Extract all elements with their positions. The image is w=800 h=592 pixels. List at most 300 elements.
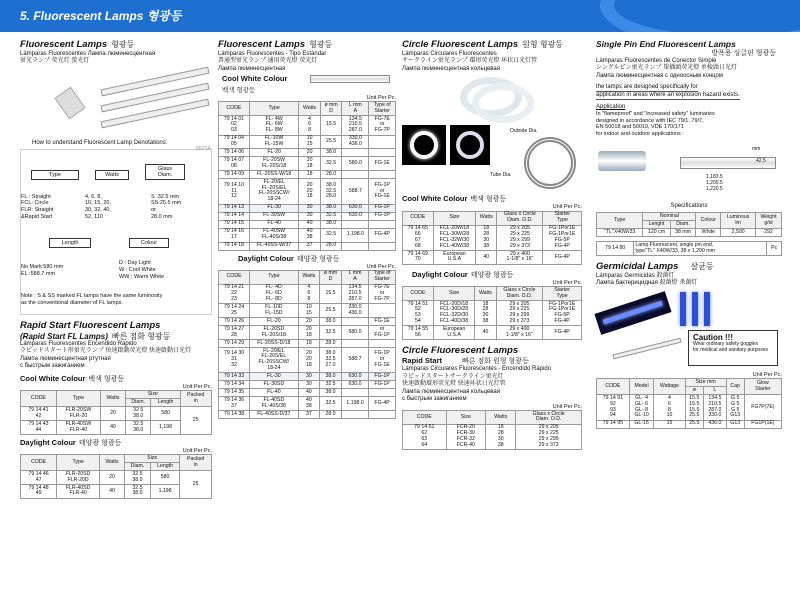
table-row <box>219 135 396 149</box>
table-cell: 79 14 65 66 67 68 <box>403 225 434 250</box>
table-cell: FLR-20SD FLR-20D <box>57 471 100 485</box>
table-cell: 38.0 <box>320 389 342 397</box>
table-cell: 580 <box>151 407 180 421</box>
table-header-cell: Watts <box>475 287 496 301</box>
table-cell: FLR-40SD FLR-40 <box>57 485 100 499</box>
section-title: Fluorescent Lamps 형광등 <box>20 39 135 50</box>
table-cell: FL-20/EL FL-20S/EL FL-20SSCW/ 18-24 <box>249 179 299 204</box>
subtitle: Lámparas Fluorescentes Encendido Rápido <box>20 340 137 347</box>
glass-label: Glass Diam. <box>145 164 185 181</box>
column-fluorescent-basics <box>20 40 212 499</box>
table-cell: 25.5 <box>685 420 704 428</box>
table-cell: FG-4P <box>543 326 582 340</box>
table-cell: 15.5 <box>320 284 342 304</box>
table-cell: FG-1Por1E FG-1Por1E FG-5P FG-4P <box>543 301 582 326</box>
table-header-cell: Nominal <box>643 213 696 221</box>
table-cell: 37 <box>299 242 320 250</box>
lamp-image <box>20 66 212 134</box>
table-cell: FL-20SS-W/18 <box>249 171 299 179</box>
table-cell: 79 14 18 <box>219 242 250 250</box>
heading: Daylight Colour 태양광 형광등 <box>412 269 514 279</box>
section-title: Fluorescent Lamps 형광등 <box>218 39 333 50</box>
table-cell: 79 14 35 <box>219 389 250 397</box>
table-cell: FG-1E <box>369 318 396 326</box>
subtitle: サークライン蛍光ランプ 環形荧光燈 环状日光灯管 <box>402 58 538 65</box>
table-row <box>219 220 396 228</box>
table-cell: 630.0 <box>342 204 369 212</box>
table-cell: FG1P(1E) <box>744 420 781 428</box>
table-cell: FG-7E or FG-7P <box>369 284 396 304</box>
table-header-row <box>597 213 782 221</box>
table-cell: 32.5 <box>320 212 342 220</box>
table-cell: 18 28 30 38 <box>476 225 497 250</box>
table-cell: FLR-40SW FLR-40 <box>56 421 100 435</box>
table-cell: 28.0 <box>320 411 342 419</box>
heading: Daylight Colour 태양광 형광등 <box>238 253 340 263</box>
table-cell: 79 14 21 22 23 <box>219 284 250 304</box>
subtitle: Лампа люминесцентная с одноосным концом <box>596 72 723 79</box>
table-cell: FG-4P <box>369 228 396 242</box>
table-cell: 79 14 48 49 <box>21 485 57 499</box>
application-heading: Application <box>596 104 626 111</box>
type-values: FL : Straight FCL: Circle FLR: Straight &Rapid Start <box>21 193 54 220</box>
table-cell: 18 <box>299 171 320 179</box>
table-cell: 20 <box>100 471 125 485</box>
table-cell <box>341 339 368 347</box>
table-row <box>219 157 396 171</box>
table-cell <box>342 220 369 228</box>
stamp: 860SA <box>196 145 212 152</box>
length-values: No Mark:580 mm EL :588.7 mm <box>21 263 64 277</box>
rapid-title: Rapid Start Fluorescent Lamps <box>20 319 161 331</box>
table-cell: FCL-20W/18 FCL-30W/28 FCL-32W/30 FCL-40W/38 <box>433 225 476 250</box>
table-header-row <box>403 411 582 425</box>
table-cell: FL-10W FL-15W <box>249 135 299 149</box>
table-cell: 40 <box>476 251 497 265</box>
table-cell: 580.0 <box>342 157 369 171</box>
unit-label: Unit Per Pc. <box>552 279 582 286</box>
table-row <box>403 424 582 449</box>
table-header-row <box>403 211 582 225</box>
table-header-cell: Packed in <box>180 391 211 407</box>
table-header-cell: Watts <box>476 211 497 225</box>
table-cell: FL-40 <box>249 220 299 228</box>
table-cell: 18 28 30 38 <box>475 301 496 326</box>
table-row <box>597 229 782 237</box>
table-cell: 40 <box>299 220 320 228</box>
table-cell: 40 38 <box>298 397 320 411</box>
circle-lamp-images <box>402 73 582 191</box>
table-cell: FL-30 <box>250 373 298 381</box>
rapid-korean: 빠른 점화 형광등 <box>111 331 171 341</box>
table-cell: 79 14 01 02 03 <box>219 116 250 136</box>
table-cell: FG7P(7E) <box>744 395 781 420</box>
table-cell: 38.0 <box>320 373 342 381</box>
table-cell: 28.0 <box>320 242 342 250</box>
table-cell: 79 14 04 05 <box>219 135 250 149</box>
table-cell: FL-20 <box>250 318 298 326</box>
table-cell: 32.5 <box>320 381 342 389</box>
table-header-cell: Type <box>249 102 299 116</box>
table-header-cell: Type <box>250 270 298 284</box>
table-cell: 79 14 29 <box>219 339 250 347</box>
table-cell: European U.S.A <box>433 251 476 265</box>
table-row <box>219 397 396 411</box>
table-row <box>403 301 582 326</box>
table-header-row <box>21 391 212 399</box>
table-cell: 4 6 8 10 <box>654 395 685 420</box>
table-cell <box>342 242 369 250</box>
subtitle: Лампа бактерицидная 殺菌燈 杀菌灯 <box>596 280 698 287</box>
table-cell: FG-1E <box>369 157 396 171</box>
table-cell: 25 <box>180 407 211 435</box>
standard-day-table <box>218 270 396 419</box>
table-cell: 20 20 18 <box>298 347 320 372</box>
table-header-cell: Length <box>150 463 179 471</box>
table-row <box>219 389 396 397</box>
table-cell: 79 14 80 <box>597 242 634 256</box>
table-cell: FL-30 <box>249 204 299 212</box>
circle-day-table <box>402 286 582 340</box>
table-cell: FG-1P <box>369 204 396 212</box>
subtitle: Lámparas Fluorescentes - Tipo Estándar <box>218 50 327 57</box>
table-header-cell: Glass x Circle Diam. O.D. <box>496 287 542 301</box>
unit-label: Unit Per Pc. <box>366 263 396 270</box>
table-cell: 134.5 210.5 287.0 330.0 <box>704 395 727 420</box>
table-header-cell: Model <box>629 379 654 395</box>
outside-dia-label: Outside Dia. <box>510 128 538 135</box>
subtitle: 普通型蛍光ランプ 通用荧光燈 荧光灯 <box>218 58 318 65</box>
table-header-cell: Watts <box>100 455 125 471</box>
table-row <box>597 395 782 420</box>
table-cell: 79 14 34 <box>219 381 250 389</box>
table-cell: 630.0 <box>342 212 369 220</box>
table-cell <box>369 411 396 419</box>
table-header-cell: Type of Starter <box>369 102 396 116</box>
table-cell: FG-1P <box>369 373 396 381</box>
length-label: Length <box>49 238 91 248</box>
lamp-diagram <box>218 73 396 87</box>
table-header-cell: ø mm D <box>320 270 342 284</box>
section-title-korean: 방폭용 싱글핀 형광등 <box>711 49 776 57</box>
table-cell: 79 14 14 <box>219 212 250 220</box>
table-cell: FG-1P <box>369 381 396 389</box>
germicidal-title: Germicidal Lamps <box>596 261 679 273</box>
subtitle: Lámparas Circulares Fluorescentes <box>402 50 497 57</box>
glass-values: S :32.5 mm SS:25.5 mm or 28.0 mm <box>151 193 182 220</box>
table-cell: FL-40SS-D/37 <box>250 411 298 419</box>
table-cell: 1,198.0 <box>342 228 369 242</box>
table-cell: 79 14 95 <box>597 420 630 428</box>
table-cell: 40 <box>475 326 496 340</box>
denotation-heading: How to understand Fluorescent Lamp Denotations: <box>32 139 168 146</box>
standard-cool-table <box>218 101 396 250</box>
table-cell: FL-30SW <box>249 212 299 220</box>
table-header-cell: ø <box>685 387 704 395</box>
table-cell: 15.5 <box>320 116 342 136</box>
tube-dia-label: Tube Dia. <box>490 172 512 179</box>
table-cell: 28.0 <box>320 339 342 347</box>
table-header-cell: Watts <box>101 391 126 407</box>
table-row <box>219 242 396 250</box>
table-row <box>219 318 396 326</box>
table-cell: 1,198 <box>151 421 180 435</box>
table-cell: FL-20SD FL-20S/18 <box>250 326 298 340</box>
table-cell: 25.5 <box>320 304 342 318</box>
table-row <box>219 179 396 204</box>
table-header-cell: Luminous lm <box>721 213 756 229</box>
table-cell: 18 28 30 38 <box>486 424 516 449</box>
table-cell: FL-20SS-D/18 <box>250 339 298 347</box>
table-row <box>597 420 782 428</box>
table-cell: 79 14 91 92 93 94 <box>597 395 630 420</box>
subtitle: с быстрым зажиганием <box>20 363 85 370</box>
heading <box>222 75 287 84</box>
table-row <box>403 326 582 340</box>
table-header-cell: Watts <box>298 270 320 284</box>
description: the lamps are designed specifically for <box>596 84 698 91</box>
table-cell: 330.0 436.0 <box>342 135 369 149</box>
table-header-cell: CODE <box>21 455 57 471</box>
table-cell: 20 20 18 <box>299 179 320 204</box>
table-header-cell: Size <box>446 411 486 425</box>
header-decoration <box>600 0 800 32</box>
table-header-cell: Type <box>597 213 643 229</box>
table-header-cell: L mm A <box>342 102 369 116</box>
code-table <box>596 241 782 256</box>
table-cell: 29 x 205 29 x 225 29 x 299 29 x 373 <box>496 301 542 326</box>
germicidal-images <box>596 288 782 372</box>
watts-label: Watts <box>95 170 129 180</box>
rapid-cool-table <box>20 390 212 435</box>
table-cell <box>369 135 396 149</box>
table-cell: 40 <box>101 421 126 435</box>
table-cell: 79 14 06 <box>219 149 250 157</box>
table-cell: 79 14 27 28 <box>219 326 250 340</box>
table-cell: 28.0 <box>320 171 342 179</box>
table-cell: 40 <box>298 389 320 397</box>
table-cell: 10 15 <box>298 304 320 318</box>
unit-label: Unit Per Pc. <box>182 383 212 390</box>
table-cell: FL- 4W FL- 6W FL- 8W <box>249 116 299 136</box>
daylight-heading: Daylight Colour <box>412 269 468 279</box>
table-row <box>219 171 396 179</box>
table-cell: FL-40SW FL-40S/38 <box>249 228 299 242</box>
table-cell: 15 <box>654 420 685 428</box>
unit-label: Unit Per Pc. <box>552 403 582 410</box>
table-header-cell: Type of Starter <box>369 270 396 284</box>
colour-label: Colour <box>129 238 169 248</box>
table-cell: FL-20 <box>249 149 299 157</box>
table-row <box>219 347 396 372</box>
table-cell: 30 <box>298 373 320 381</box>
subtitle: Lámparas Circulares Fluorescentes - Encendido Rápido <box>402 366 552 373</box>
table-cell: 29 x 400 1-1/8" x 16" <box>496 326 542 340</box>
subtitle: ラピッドスタート形蛍光ランプ 快速啟動荧光燈 快速啟動日光灯 <box>20 348 192 355</box>
table-cell: 30 <box>299 212 320 220</box>
table-cell: 120 cm <box>643 229 670 237</box>
table-cell: 15.5 15.5 15.5 25.5 <box>685 395 704 420</box>
table-cell: 79 14 16 17 <box>219 228 250 242</box>
table-header-cell: Diam. <box>125 399 151 407</box>
daylight-heading: Daylight Colour <box>20 437 76 447</box>
table-cell: FG-1P <box>369 212 396 220</box>
table-cell: 630.0 <box>341 373 368 381</box>
cool-white-korean: 백색 형광등 <box>222 87 256 95</box>
table-header-row <box>403 287 582 301</box>
table-row <box>403 225 582 250</box>
daylight-heading: Daylight Colour <box>238 253 294 263</box>
table-header-cell: CODE <box>403 411 447 425</box>
table-cell: 20 18 <box>299 157 320 171</box>
table-cell: 32.5 38.0 <box>125 407 151 421</box>
table-cell: FL-40SS-W/37 <box>249 242 299 250</box>
table-row <box>21 407 212 421</box>
caution-text: for medical and sanitary purposes <box>693 346 769 353</box>
table-row <box>219 381 396 389</box>
table-cell: 4 6 8 <box>298 284 320 304</box>
type-label: Type <box>31 170 79 180</box>
table-cell: 20 <box>299 149 320 157</box>
table-cell: FL- 4D FL- 6D FL- 8D <box>250 284 298 304</box>
table-cell: 32.5 <box>320 326 342 340</box>
watts-values: 4, 6, 8, 10, 15, 20, 30, 32, 40, 52, 110 <box>85 193 111 220</box>
table-row <box>219 304 396 318</box>
table-cell: 38.0 32.5 28.0 <box>320 179 342 204</box>
table-row <box>219 228 396 242</box>
table-cell: 79 14 24 25 <box>219 304 250 318</box>
table-header-cell: Size mm <box>685 379 726 387</box>
table-cell: FL-40 <box>250 389 298 397</box>
table-header-cell: Size <box>125 455 180 463</box>
table-cell: 32.5 <box>320 397 342 411</box>
table-cell: 32.5 38.0 <box>125 471 151 485</box>
table-cell: 292 <box>756 229 782 237</box>
heading: Germicidal Lamps 살균등 <box>596 261 714 273</box>
unit-label: Unit Per Pc. <box>182 447 212 454</box>
unit-label: Unit Per Pc. <box>366 94 396 101</box>
table-cell: 1,198 <box>150 485 179 499</box>
table-cell: 38.0 <box>320 149 342 157</box>
table-header-cell: Weight g/st <box>756 213 782 229</box>
subtitle: Lámparas Germicidas 殺菌灯 <box>596 272 675 279</box>
section-title: Single Pin End Fluorescent Lamps <box>596 39 736 49</box>
page-header <box>0 0 800 32</box>
table-cell: 32.5 38.0 <box>125 485 151 499</box>
rapid-subtitle: Rapid Start <box>402 356 443 366</box>
table-header-cell: CODE <box>219 102 250 116</box>
table-header-cell: Starter Type <box>543 287 582 301</box>
rapid-day-table <box>20 454 212 499</box>
table-cell: 20 18 <box>298 326 320 340</box>
table-cell: 10 15 <box>299 135 320 149</box>
table-cell: 40 <box>100 485 125 499</box>
table-cell: 40 38 <box>299 228 320 242</box>
table-cell: 20 <box>101 407 126 421</box>
cool-white-heading: Cool White Colour <box>20 373 86 383</box>
subtitle: ラピッドスタートサークライン蛍光灯 <box>402 373 504 380</box>
table-cell <box>369 171 396 179</box>
table-cell: 79 14 26 <box>219 318 250 326</box>
table-cell: 37 <box>298 411 320 419</box>
spec-table <box>596 212 782 237</box>
table-cell: 29 x 400 1-1/8" x 16" <box>497 251 543 265</box>
table-cell: 25 <box>180 471 212 499</box>
table-header-cell: ø mm D <box>320 102 342 116</box>
table-header-cell: Watts <box>486 411 516 425</box>
table-cell: FG-1P or FG-1E <box>369 179 396 204</box>
subtitle: Lámparas Fluorescentes Лампа люминесцентная <box>20 50 156 57</box>
table-cell: 1,198.0 <box>341 397 368 411</box>
column-special-lamps <box>596 40 782 429</box>
table-cell: 79 14 09 <box>219 171 250 179</box>
table-header-cell: CODE <box>21 391 57 407</box>
subtitle: Лампа люминесцентная кольцевая <box>402 65 500 72</box>
table-header-cell: L mm A <box>341 270 368 284</box>
table-cell: FL-10D FL-15D <box>250 304 298 318</box>
subtitle: 快速啟動環形荧光燈 快速环状日光灯管 <box>402 381 506 388</box>
table-row <box>403 251 582 265</box>
table-cell: 134.5 210.5 287.0 <box>341 284 368 304</box>
table-header-cell: Glass x Circle Diam. O.D. <box>516 411 582 425</box>
note: Note : S & SS marked FL lamps have the same luminosity as the conventional diameter of FL lamps. <box>21 292 163 306</box>
table-cell: 38 mm <box>670 229 696 237</box>
table-header-cell: Diam. <box>670 221 696 229</box>
subtitle: Лампа люминесцентная ртутная <box>20 355 111 362</box>
table-cell: 79 14 46 47 <box>21 471 57 485</box>
table-header-cell: Wattage <box>654 379 685 395</box>
table-header-cell: CODE <box>403 211 434 225</box>
table-cell: FLR-20SW FLR-20 <box>56 407 100 421</box>
table-cell: 79 14 69 70 <box>403 251 434 265</box>
table-header-cell: L <box>704 387 727 395</box>
table-row <box>219 212 396 220</box>
unit-label: Unit Per Pc. <box>752 371 782 378</box>
table-cell: FG-7E or FG-7P <box>369 116 396 136</box>
table-cell: 79 14 51 52 53 54 <box>403 301 434 326</box>
table-row <box>219 326 396 340</box>
table-header-cell: Size <box>433 287 475 301</box>
application-text: In "flameproof" and "increased safety" luminaries designed in accordance with IEC 79/1, 79/7, EN 50018 and 50019, VDE 170/171 for indoor and outdoor applications : <box>596 110 715 137</box>
subtitle: Лампа люминесцентная <box>218 65 286 72</box>
rapid-subtitle: (Rapid Start FL Lamps) <box>20 331 108 341</box>
table-header-cell: CODE <box>219 270 250 284</box>
rapid-circle-title: Circle Fluorescent Lamps <box>402 345 519 357</box>
rapid-circle-table <box>402 410 582 450</box>
table-header-row <box>597 379 782 387</box>
table-cell: 32.5 38.0 <box>125 421 151 435</box>
table-cell: "TL"X40W/33 <box>597 229 643 237</box>
table-cell: 20 <box>298 318 320 326</box>
table-cell: 79 14 43 44 <box>21 421 57 435</box>
table-header-cell: Size <box>125 391 180 399</box>
table-cell: 38.0 <box>320 220 342 228</box>
table-cell: 79 14 13 <box>219 204 250 212</box>
table-header-cell: Glass x Circle Diam. O.D. <box>497 211 543 225</box>
table-cell: 38.0 <box>320 204 342 212</box>
section-title: Circle Fluorescent Lamps 원형 형광등 <box>402 39 564 50</box>
table-cell <box>341 411 368 419</box>
table-cell: GL- 4 GL- 6 GL- 8 GL-10 <box>629 395 654 420</box>
table-header-cell: Starter Type <box>543 211 582 225</box>
cool-white-heading: Cool White Colour <box>402 194 468 204</box>
table-cell: 79 14 10 11 12 <box>219 179 250 204</box>
table-cell: FG-4P <box>543 251 582 265</box>
table-row <box>219 373 396 381</box>
table-cell: Pc <box>767 242 782 256</box>
table-header-row <box>21 455 212 463</box>
table-cell: FL-40SD FL-40S/38 <box>250 397 298 411</box>
